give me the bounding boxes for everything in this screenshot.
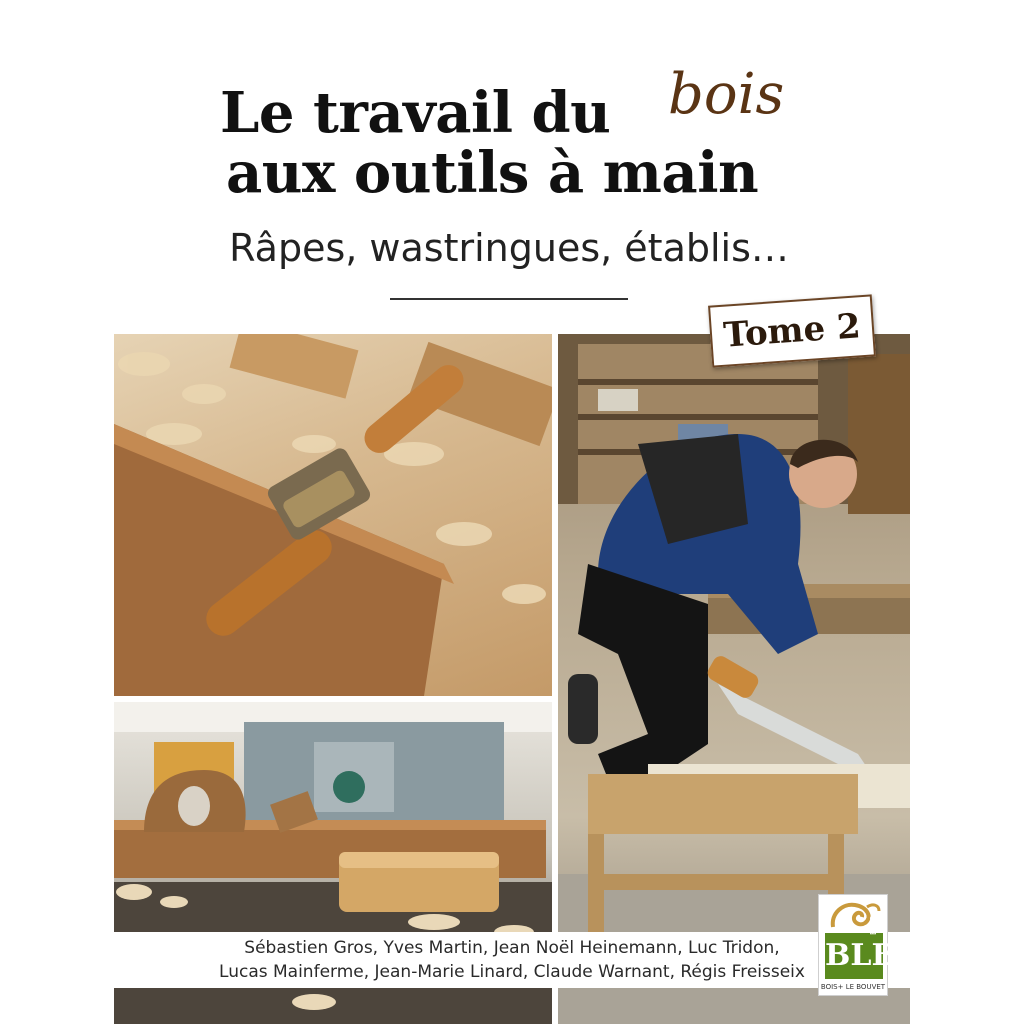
authors-line-2: Lucas Mainferme, Jean-Marie Linard, Claude Warnant, Régis Freisseix xyxy=(219,962,805,982)
logo-letters: BLB xyxy=(825,933,883,979)
authors-block xyxy=(114,932,910,988)
logo-caption: BOIS+ LE BOUVET xyxy=(820,983,886,991)
subtitle: Râpes, wastringues, établis… xyxy=(229,226,789,270)
title-line-1: Le travail du xyxy=(220,80,611,146)
volume-label: Tome 2 xyxy=(722,306,862,356)
publisher-logo xyxy=(818,894,897,996)
title-line-2: aux outils à main xyxy=(226,140,759,206)
volume-badge xyxy=(708,294,876,367)
photo-spokeshave xyxy=(114,334,552,696)
authors-line-1: Sébastien Gros, Yves Martin, Jean Noël Heinemann, Luc Tridon, xyxy=(244,938,780,958)
title-divider xyxy=(390,298,628,300)
title-accent-word: bois xyxy=(668,62,785,127)
logo-side-text: BOIS xyxy=(869,915,878,935)
